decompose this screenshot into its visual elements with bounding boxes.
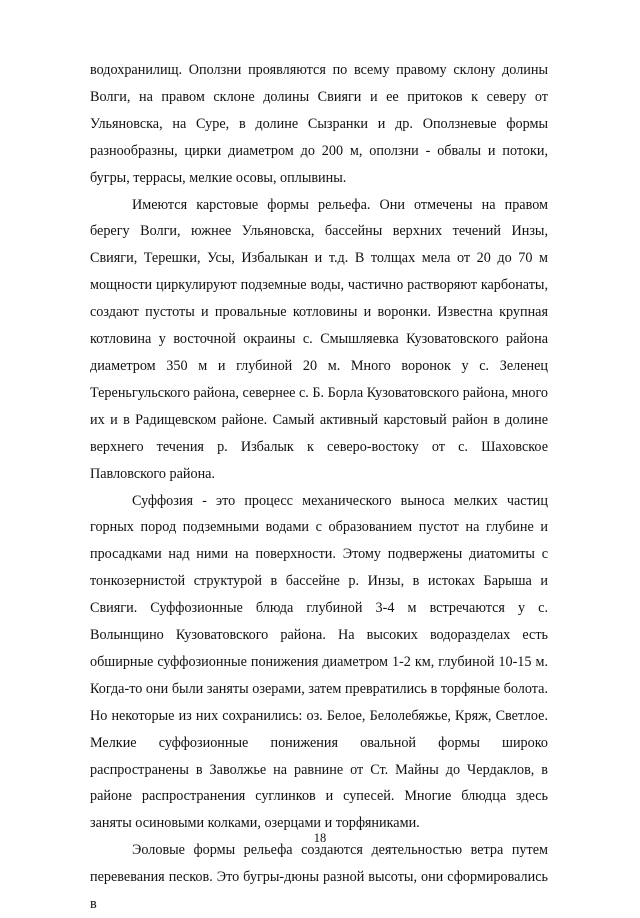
page-body (90, 57, 548, 918)
paragraph-aeolian-landforms: Эоловые формы рельефа создаются деятельностью ветра путем перевевания песков. Это бугры-дюны разной высоты, они сформировались в (90, 842, 548, 913)
paragraph-landslides-continued: водохранилищ. Оползни проявляются по всему правому склону долины Волги, на правом склоне долины Свияги и ее притоков к северу от Ульяновска, на Суре, в долине Сызранки и др. Оползневые формы разнообразны, цирки диаметром до 200 м, оползни - обвалы и потоки, бугры, террасы, мелкие осовы, оплывины. (90, 62, 548, 186)
paragraph-suffosion: Суффозия - это процесс механического выноса мелких частиц горных пород подземными водами с образованием пустот на глубине и просадками над ними на поверхности. Этому подвержены диатомиты с тонкозернистой структурой в бассейне р. Инзы, в истоках Барыша и Свияги. Суффозионные блюда глубиной 3-4 м встречаются у с. Волынщино Кузоватовского района. На высоких водоразделах есть обширные суффозионные понижения диаметром 1-2 км, глубиной 10-15 м. Когда-то они были заняты озерами, затем превратились в торфяные болота. Но некоторые из них сохранились: оз. Белое, Белолебяжье, Кряж, Светлое. Мелкие суффозионные понижения овальной формы широко распространены в Заволжье на равнине от Ст. Майны до Чердаклов, в районе распространения суглинков и супесей. Многие блюдца здесь заняты осиновыми колками, озерцами и торфяниками. (90, 492, 548, 832)
page-number: 18 (313, 831, 327, 845)
paragraph-karst-landforms: Имеются карстовые формы рельефа. Они отмечены на правом берегу Волги, южнее Ульяновска, бассейны верхних течений Инзы, Свияги, Терешки, Усы, Избалыкан и т.д. В толщах мела от 20 до 70 м мощности циркулируют подземные воды, частично растворяют карбонаты, создают пустоты и провальные котловины и воронки. Известна крупная котловина у восточной окраины с. Смышляевка Кузоватовского района диаметром 350 м и глубиной 20 м. Много воронок у с. Зеленец Тереньгульского района, севернее с. Б. Борла Кузоватовского района, много их и в Радищевском районе. Самый активный карстовый район в долине верхнего течения р. Избалык к северо-востоку от с. Шаховское Павловского района. (90, 196, 548, 482)
